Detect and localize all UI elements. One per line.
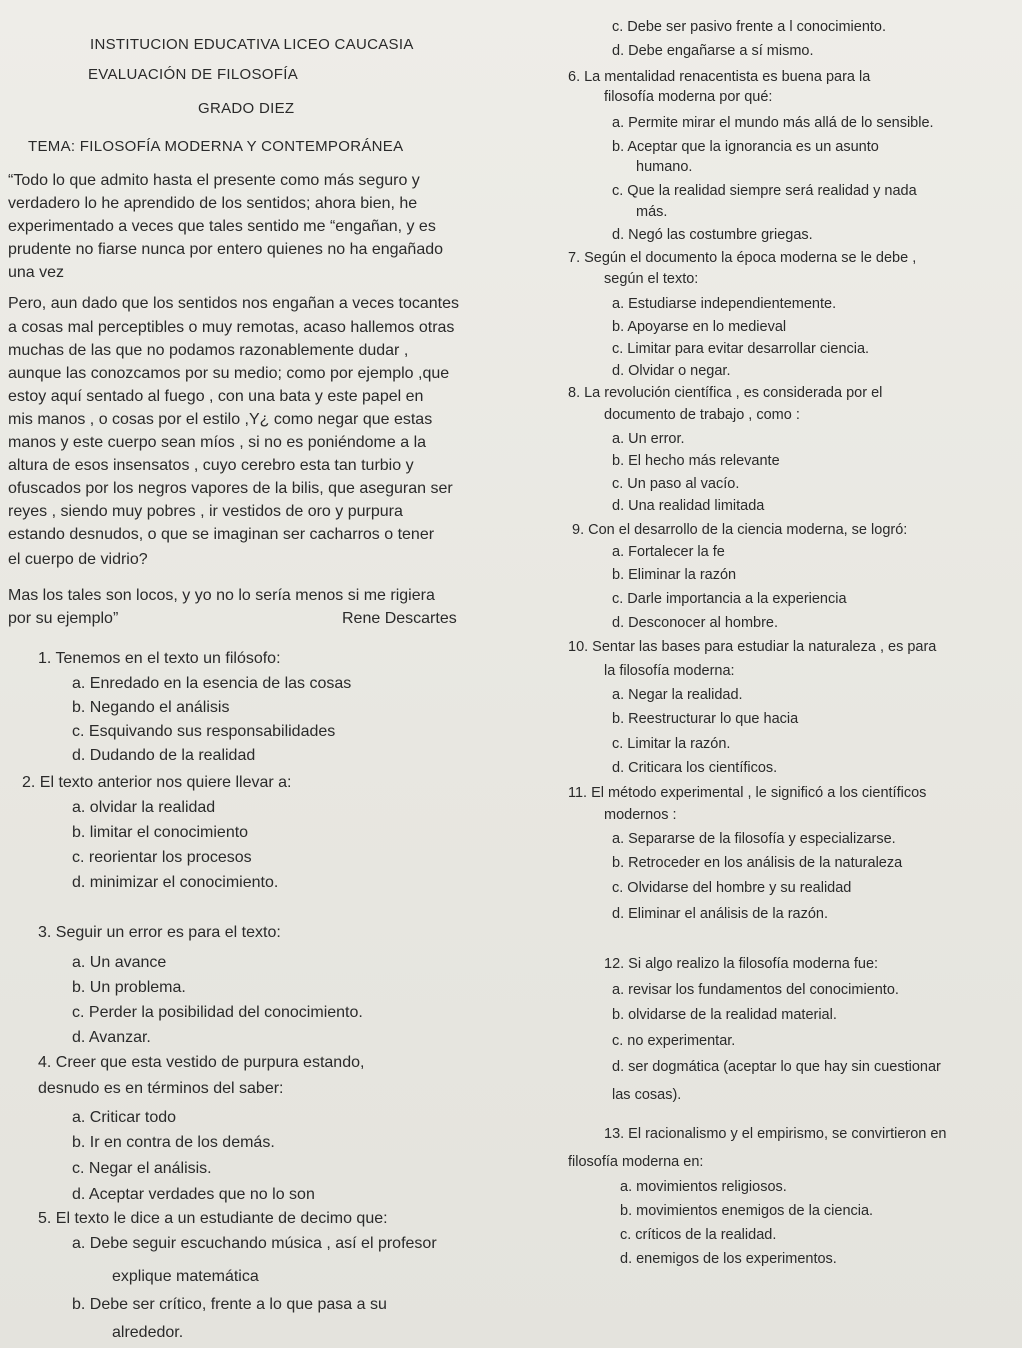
question-stem: 2. El texto anterior nos quiere llevar a:: [22, 774, 292, 791]
institution-title: INSTITUCION EDUCATIVA LICEO CAUCASIA: [90, 36, 414, 53]
answer-option[interactable]: a. Estudiarse independientemente.: [612, 296, 837, 312]
evaluation-title: EVALUACIÓN DE FILOSOFÍA: [88, 66, 299, 83]
answer-option[interactable]: b. Reestructurar lo que hacia: [612, 711, 799, 727]
quote-author: Rene Descartes: [342, 610, 457, 627]
answer-option-continued: las cosas).: [612, 1087, 682, 1103]
quote-line: mis manos , o cosas por el estilo ,Y¿ como negar que estas: [8, 411, 433, 428]
answer-option[interactable]: c. reorientar los procesos: [72, 849, 252, 866]
quote-line: reyes , siendo muy pobres , ir vestidos de oro y purpura: [8, 503, 403, 520]
answer-option[interactable]: b. limitar el conocimiento: [72, 824, 249, 841]
answer-option[interactable]: d. Negó las costumbre griegas.: [612, 227, 813, 243]
quote-line: verdadero lo he aprendido de los sentidos; ahora bien, he: [8, 195, 418, 212]
answer-option[interactable]: b. Apoyarse en lo medieval: [612, 319, 787, 335]
quote-line: aunque las conozcamos por su medio; como por ejemplo ,que: [8, 365, 450, 382]
answer-option[interactable]: c. Limitar para evitar desarrollar ciencia.: [612, 341, 870, 357]
question-stem: desnudo es en términos del saber:: [38, 1080, 284, 1097]
quote-line: prudente no fiarse nunca por entero quienes no ha engañado: [8, 241, 444, 258]
answer-option[interactable]: a. Debe seguir escuchando música , así el profesor: [72, 1235, 437, 1252]
answer-option[interactable]: a. movimientos religiosos.: [620, 1179, 787, 1195]
answer-option[interactable]: d. Criticara los científicos.: [612, 760, 778, 776]
quote-line: muchas de las que no podamos razonablemente dudar ,: [8, 342, 409, 359]
answer-option[interactable]: c. Que la realidad siempre será realidad y nada: [612, 183, 917, 199]
answer-option[interactable]: d. Olvidar o negar.: [612, 363, 731, 379]
question-stem: 1. Tenemos en el texto un filósofo:: [38, 650, 281, 667]
answer-option[interactable]: a. olvidar la realidad: [72, 799, 216, 816]
quote-line: altura de esos insensatos , cuyo cerebro esta tan turbio y: [8, 457, 414, 474]
question-stem: 8. La revolución científica , es considerada por el: [568, 385, 883, 401]
answer-option[interactable]: a. Fortalecer la fe: [612, 544, 725, 560]
quote-line: ofuscados por los negros vapores de la bilis, que aseguran ser: [8, 480, 453, 497]
answer-option[interactable]: a. revisar los fundamentos del conocimiento.: [612, 982, 899, 998]
answer-option-continued: alrededor.: [112, 1324, 184, 1341]
quote-line: experimentado a veces que tales sentido me “engañan, y es: [8, 218, 436, 235]
answer-option[interactable]: d. enemigos de los experimentos.: [620, 1251, 837, 1267]
answer-option[interactable]: d. Debe engañarse a sí mismo.: [612, 43, 814, 59]
question-stem: documento de trabajo , como :: [604, 407, 800, 423]
question-stem: filosofía moderna en:: [568, 1154, 704, 1170]
answer-option[interactable]: c. Olvidarse del hombre y su realidad: [612, 880, 852, 896]
answer-option[interactable]: c. críticos de la realidad.: [620, 1227, 777, 1243]
question-stem: filosofía moderna por qué:: [604, 89, 773, 105]
answer-option[interactable]: c. Debe ser pasivo frente a l conocimiento.: [612, 19, 887, 35]
answer-option[interactable]: d. ser dogmática (aceptar lo que hay sin cuestionar: [612, 1059, 941, 1075]
answer-option[interactable]: b. movimientos enemigos de la ciencia.: [620, 1203, 874, 1219]
quote-line: por su ejemplo”: [8, 610, 119, 627]
question-stem: 9. Con el desarrollo de la ciencia moderna, se logró:: [572, 522, 908, 538]
topic-title: TEMA: FILOSOFÍA MODERNA Y CONTEMPORÁNEA: [28, 138, 404, 155]
answer-option[interactable]: d. Dudando de la realidad: [72, 747, 256, 764]
answer-option[interactable]: a. Separarse de la filosofía y especializarse.: [612, 831, 896, 847]
answer-option[interactable]: b. Negando el análisis: [72, 699, 230, 716]
answer-option[interactable]: c. Limitar la razón.: [612, 736, 731, 752]
answer-option[interactable]: b. El hecho más relevante: [612, 453, 780, 469]
answer-option[interactable]: a. Un avance: [72, 954, 167, 971]
question-stem: según el texto:: [604, 271, 699, 287]
quote-line: Pero, aun dado que los sentidos nos engañan a veces tocantes: [8, 295, 459, 312]
answer-option-continued: humano.: [636, 159, 693, 175]
quote-line: a cosas mal perceptibles o muy remotas, acaso hallemos otras: [8, 319, 455, 336]
answer-option[interactable]: a. Un error.: [612, 431, 685, 447]
answer-option[interactable]: a. Permite mirar el mundo más allá de lo sensible.: [612, 115, 934, 131]
quote-line: estoy aquí sentado al fuego , con una bata y este papel en: [8, 388, 424, 405]
answer-option[interactable]: b. olvidarse de la realidad material.: [612, 1007, 837, 1023]
answer-option[interactable]: d. Eliminar el análisis de la razón.: [612, 906, 828, 922]
answer-option[interactable]: b. Aceptar que la ignorancia es un asunto: [612, 139, 879, 155]
question-stem: 13. El racionalismo y el empirismo, se convirtieron en: [604, 1126, 947, 1142]
answer-option[interactable]: a. Criticar todo: [72, 1109, 177, 1126]
grade-title: GRADO DIEZ: [198, 100, 295, 117]
question-stem: 11. El método experimental , le significó a los científicos: [568, 785, 927, 801]
quote-line: el cuerpo de vidrio?: [8, 551, 148, 568]
question-stem: 7. Según el documento la época moderna se le debe ,: [568, 250, 917, 266]
quote-line: “Todo lo que admito hasta el presente como más seguro y: [8, 172, 420, 189]
question-stem: 4. Creer que esta vestido de purpura estando,: [38, 1054, 365, 1071]
answer-option[interactable]: a. Enredado en la esencia de las cosas: [72, 675, 352, 692]
answer-option[interactable]: a. Negar la realidad.: [612, 687, 743, 703]
question-stem: 10. Sentar las bases para estudiar la naturaleza , es para: [568, 639, 937, 655]
answer-option[interactable]: c. Perder la posibilidad del conocimiento.: [72, 1004, 363, 1021]
answer-option[interactable]: c. Un paso al vacío.: [612, 476, 740, 492]
answer-option[interactable]: c. Esquivando sus responsabilidades: [72, 723, 336, 740]
answer-option[interactable]: b. Debe ser crítico, frente a lo que pasa a su: [72, 1296, 387, 1313]
answer-option[interactable]: b. Retroceder en los análisis de la naturaleza: [612, 855, 903, 871]
answer-option[interactable]: b. Eliminar la razón: [612, 567, 737, 583]
quote-line: estando desnudos, o que se imaginan ser cacharros o tener: [8, 526, 435, 543]
answer-option[interactable]: b. Ir en contra de los demás.: [72, 1134, 275, 1151]
answer-option[interactable]: d. Avanzar.: [72, 1029, 151, 1046]
answer-option[interactable]: c. Negar el análisis.: [72, 1160, 212, 1177]
answer-option[interactable]: d. Desconocer al hombre.: [612, 615, 779, 631]
answer-option[interactable]: d. Aceptar verdades que no lo son: [72, 1186, 315, 1203]
question-stem: 5. El texto le dice a un estudiante de decimo que:: [38, 1210, 388, 1227]
question-stem: 12. Si algo realizo la filosofía moderna fue:: [604, 956, 879, 972]
question-stem: la filosofía moderna:: [604, 663, 735, 679]
question-stem: 6. La mentalidad renacentista es buena para la: [568, 69, 871, 85]
answer-option-continued: más.: [636, 204, 668, 220]
answer-option[interactable]: c. Darle importancia a la experiencia: [612, 591, 847, 607]
quote-line: Mas los tales son locos, y yo no lo sería menos si me rigiera: [8, 587, 435, 604]
quote-line: manos y este cuerpo sean míos , si no es poniéndome a la: [8, 434, 427, 451]
question-stem: modernos :: [604, 807, 677, 823]
answer-option[interactable]: c. no experimentar.: [612, 1033, 736, 1049]
answer-option[interactable]: d. Una realidad limitada: [612, 498, 765, 514]
quote-line: una vez: [8, 264, 65, 281]
answer-option[interactable]: b. Un problema.: [72, 979, 186, 996]
answer-option-continued: explique matemática: [112, 1268, 259, 1285]
question-stem: 3. Seguir un error es para el texto:: [38, 924, 281, 941]
answer-option[interactable]: d. minimizar el conocimiento.: [72, 874, 279, 891]
